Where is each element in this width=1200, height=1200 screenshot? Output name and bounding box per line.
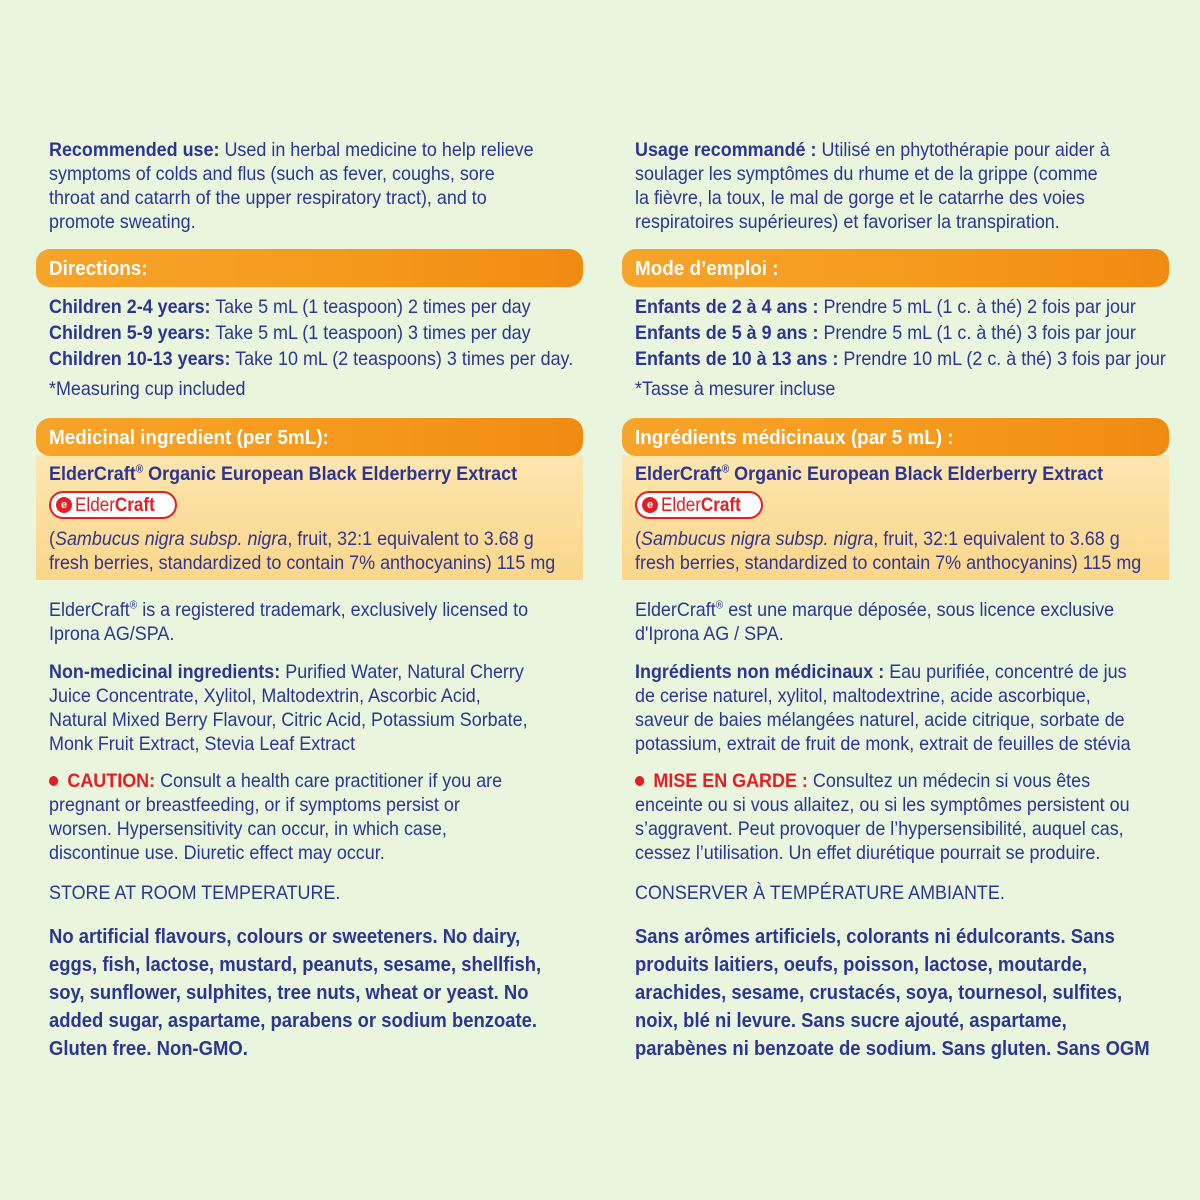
directions-row-label: Enfants de 10 à 13 ans : (635, 348, 839, 370)
trademark-line-2: Iprona AG/SPA. (49, 623, 175, 645)
logo-word-elder: Elder (661, 495, 701, 516)
caution-text: Consult a health care practitioner if you are (155, 770, 503, 792)
registered-mark: ® (721, 463, 730, 476)
non-medicinal-line-1 (635, 660, 1127, 684)
directions-row-text: Prendre 10 mL (2 c. à thé) 3 fois par jour (838, 348, 1166, 370)
directions-row (49, 347, 573, 371)
eldercraft-logo (635, 491, 763, 519)
recommended-use-line-1 (635, 138, 1110, 162)
measuring-cup-note: *Measuring cup included (49, 378, 246, 400)
directions-row-text: Prendre 5 mL (1 c. à thé) 3 fois par jour (818, 322, 1136, 344)
non-medicinal-line-3: saveur de baies mélangées naturel, acide citrique, sorbate de (635, 709, 1125, 731)
storage-instruction: STORE AT ROOM TEMPERATURE. (49, 882, 341, 904)
detail-rest: , fruit, 32:1 equivalent to 3.68 g (287, 528, 534, 550)
trademark-text: is a registered trademark, exclusively licensed to (137, 599, 529, 621)
directions-row-label: Children 5-9 years: (49, 322, 211, 344)
caution-line-3: s’aggravent. Peut provoquer de l’hypersensibilité, auquel cas, (635, 818, 1124, 840)
directions-row-label: Enfants de 5 à 9 ans : (635, 322, 819, 344)
free-from-line: arachides, sesame, crustacés, soya, tournesol, sulfites, (635, 981, 1123, 1004)
extract-title: Organic European Black Elderberry Extract (143, 463, 518, 485)
non-medicinal-line-1 (49, 660, 524, 684)
recommended-use-text: Utilisé en phytothérapie pour aider à (816, 139, 1110, 161)
directions-row-label: Children 10-13 years: (49, 348, 231, 370)
detail-paren: ( (49, 528, 55, 550)
logo-word-elder: Elder (75, 495, 115, 516)
free-from-line: soy, sunflower, sulphites, tree nuts, wheat or yeast. No (49, 981, 529, 1004)
eldercraft-logo-icon: e (56, 497, 72, 513)
trademark-line-2: d'Iprona AG / SPA. (635, 623, 784, 645)
recommended-use-line-3: la fièvre, la toux, le mal de gorge et le catarrhe des voies (635, 187, 1085, 209)
non-medicinal-line-4: Monk Fruit Extract, Stevia Leaf Extract (49, 733, 356, 755)
directions-row (635, 295, 1136, 319)
trademark-line-1 (49, 598, 528, 622)
caution-label: CAUTION: (67, 770, 156, 792)
eldercraft-logo-text (661, 495, 741, 517)
extract-title: Organic European Black Elderberry Extract (729, 463, 1104, 485)
eldercraft-logo-icon: e (642, 497, 658, 513)
latin-name: Sambucus nigra subsp. nigra (54, 528, 288, 550)
logo-word-craft: Craft (700, 495, 741, 516)
extract-brand: ElderCraft (635, 463, 722, 485)
trademark-text: est une marque déposée, sous licence exclusive (723, 599, 1115, 621)
eldercraft-logo (49, 491, 177, 519)
extract-name (635, 462, 1103, 486)
medicinal-header-bar (36, 418, 583, 456)
recommended-use-line-4: respiratoires supérieures) et favoriser la transpiration. (635, 211, 1060, 233)
caution-line-1 (49, 769, 502, 793)
directions-row-text: Prendre 5 mL (1 c. à thé) 2 fois par jour (818, 296, 1136, 318)
storage-instruction: CONSERVER À TEMPÉRATURE AMBIANTE. (635, 882, 1005, 904)
free-from-line: Gluten free. Non-GMO. (49, 1037, 248, 1060)
trademark-brand: ElderCraft (635, 599, 716, 621)
extract-detail-line-2: fresh berries, standardized to contain 7% anthocyanins) 115 mg (49, 552, 556, 574)
directions-row (49, 295, 531, 319)
registered-mark: ® (715, 599, 724, 612)
caution-dot-icon (49, 776, 58, 786)
extract-detail-line-1 (635, 527, 1120, 551)
recommended-use-label: Usage recommandé : (635, 139, 817, 161)
logo-word-craft: Craft (114, 495, 155, 516)
directions-row-label: Children 2-4 years: (49, 296, 211, 318)
extract-brand: ElderCraft (49, 463, 136, 485)
free-from-line: Sans arômes artificiels, colorants ni édulcorants. Sans (635, 925, 1115, 948)
non-medicinal-line-3: Natural Mixed Berry Flavour, Citric Acid, Potassium Sorbate, (49, 709, 528, 731)
recommended-use-line-4: promote sweating. (49, 211, 196, 233)
recommended-use-line-2: soulager les symptômes du rhume et de la grippe (comme (635, 163, 1098, 185)
eldercraft-logo-text (75, 495, 155, 517)
non-medicinal-text: Purified Water, Natural Cherry (280, 661, 524, 683)
directions-row (49, 321, 531, 345)
free-from-line: eggs, fish, lactose, mustard, peanuts, sesame, shellfish, (49, 953, 542, 976)
directions-header-bar (622, 249, 1169, 287)
registered-mark: ® (129, 599, 138, 612)
directions-header: Mode d’emploi : (635, 257, 779, 280)
caution-line-3: worsen. Hypersensitivity can occur, in which case, (49, 818, 447, 840)
non-medicinal-text: Eau purifiée, concentré de jus (884, 661, 1127, 683)
recommended-use-line-3: throat and catarrh of the upper respiratory tract), and to (49, 187, 487, 209)
non-medicinal-label: Ingrédients non médicinaux : (635, 661, 885, 683)
detail-paren: ( (635, 528, 641, 550)
measuring-cup-note: *Tasse à mesurer incluse (635, 378, 836, 400)
directions-header-bar (36, 249, 583, 287)
directions-row-text: Take 5 mL (1 teaspoon) 2 times per day (210, 296, 531, 318)
trademark-brand: ElderCraft (49, 599, 130, 621)
medicinal-header: Ingrédients médicinaux (par 5 mL) : (635, 426, 954, 449)
caution-label: MISE EN GARDE : (653, 770, 808, 792)
caution-line-1 (635, 769, 1090, 793)
registered-mark: ® (135, 463, 144, 476)
recommended-use-line-2: symptoms of colds and flus (such as fever, coughs, sore (49, 163, 495, 185)
extract-detail-line-1 (49, 527, 534, 551)
non-medicinal-line-4: potassium, extrait de fruit de monk, extrait de feuilles de stévia (635, 733, 1131, 755)
directions-row (635, 347, 1166, 371)
non-medicinal-label: Non-medicinal ingredients: (49, 661, 281, 683)
caution-line-4: discontinue use. Diuretic effect may occur. (49, 842, 385, 864)
caution-text: Consultez un médecin si vous êtes (807, 770, 1091, 792)
detail-rest: , fruit, 32:1 equivalent to 3.68 g (873, 528, 1120, 550)
trademark-line-1 (635, 598, 1114, 622)
non-medicinal-line-2: de cerise naturel, xylitol, maltodextrine, acide ascorbique, (635, 685, 1091, 707)
caution-line-2: pregnant or breastfeeding, or if symptoms persist or (49, 794, 460, 816)
free-from-line: produits laitiers, oeufs, poisson, lactose, moutarde, (635, 953, 1088, 976)
recommended-use-text: Used in herbal medicine to help relieve (219, 139, 534, 161)
extract-name (49, 462, 517, 486)
directions-row (635, 321, 1136, 345)
caution-line-4: cessez l’utilisation. Un effet diurétique pourrait se produire. (635, 842, 1101, 864)
caution-line-2: enceinte ou si vous allaitez, ou si les symptômes persistent ou (635, 794, 1130, 816)
latin-name: Sambucus nigra subsp. nigra (640, 528, 874, 550)
medicinal-header-bar (622, 418, 1169, 456)
free-from-line: parabènes ni benzoate de sodium. Sans gluten. Sans OGM (635, 1037, 1150, 1060)
free-from-line: added sugar, aspartame, parabens or sodium benzoate. (49, 1009, 538, 1032)
extract-detail-line-2: fresh berries, standardized to contain 7% anthocyanins) 115 mg (635, 552, 1142, 574)
non-medicinal-line-2: Juice Concentrate, Xylitol, Maltodextrin, Ascorbic Acid, (49, 685, 481, 707)
directions-row-text: Take 5 mL (1 teaspoon) 3 times per day (210, 322, 531, 344)
directions-row-text: Take 10 mL (2 teaspoons) 3 times per day. (230, 348, 574, 370)
caution-dot-icon (635, 776, 644, 786)
recommended-use-line-1 (49, 138, 534, 162)
recommended-use-label: Recommended use: (49, 139, 220, 161)
directions-header: Directions: (49, 257, 148, 280)
medicinal-header: Medicinal ingredient (per 5mL): (49, 426, 329, 449)
free-from-line: No artificial flavours, colours or sweeteners. No dairy, (49, 925, 521, 948)
directions-row-label: Enfants de 2 à 4 ans : (635, 296, 819, 318)
free-from-line: noix, blé ni levure. Sans sucre ajouté, aspartame, (635, 1009, 1067, 1032)
